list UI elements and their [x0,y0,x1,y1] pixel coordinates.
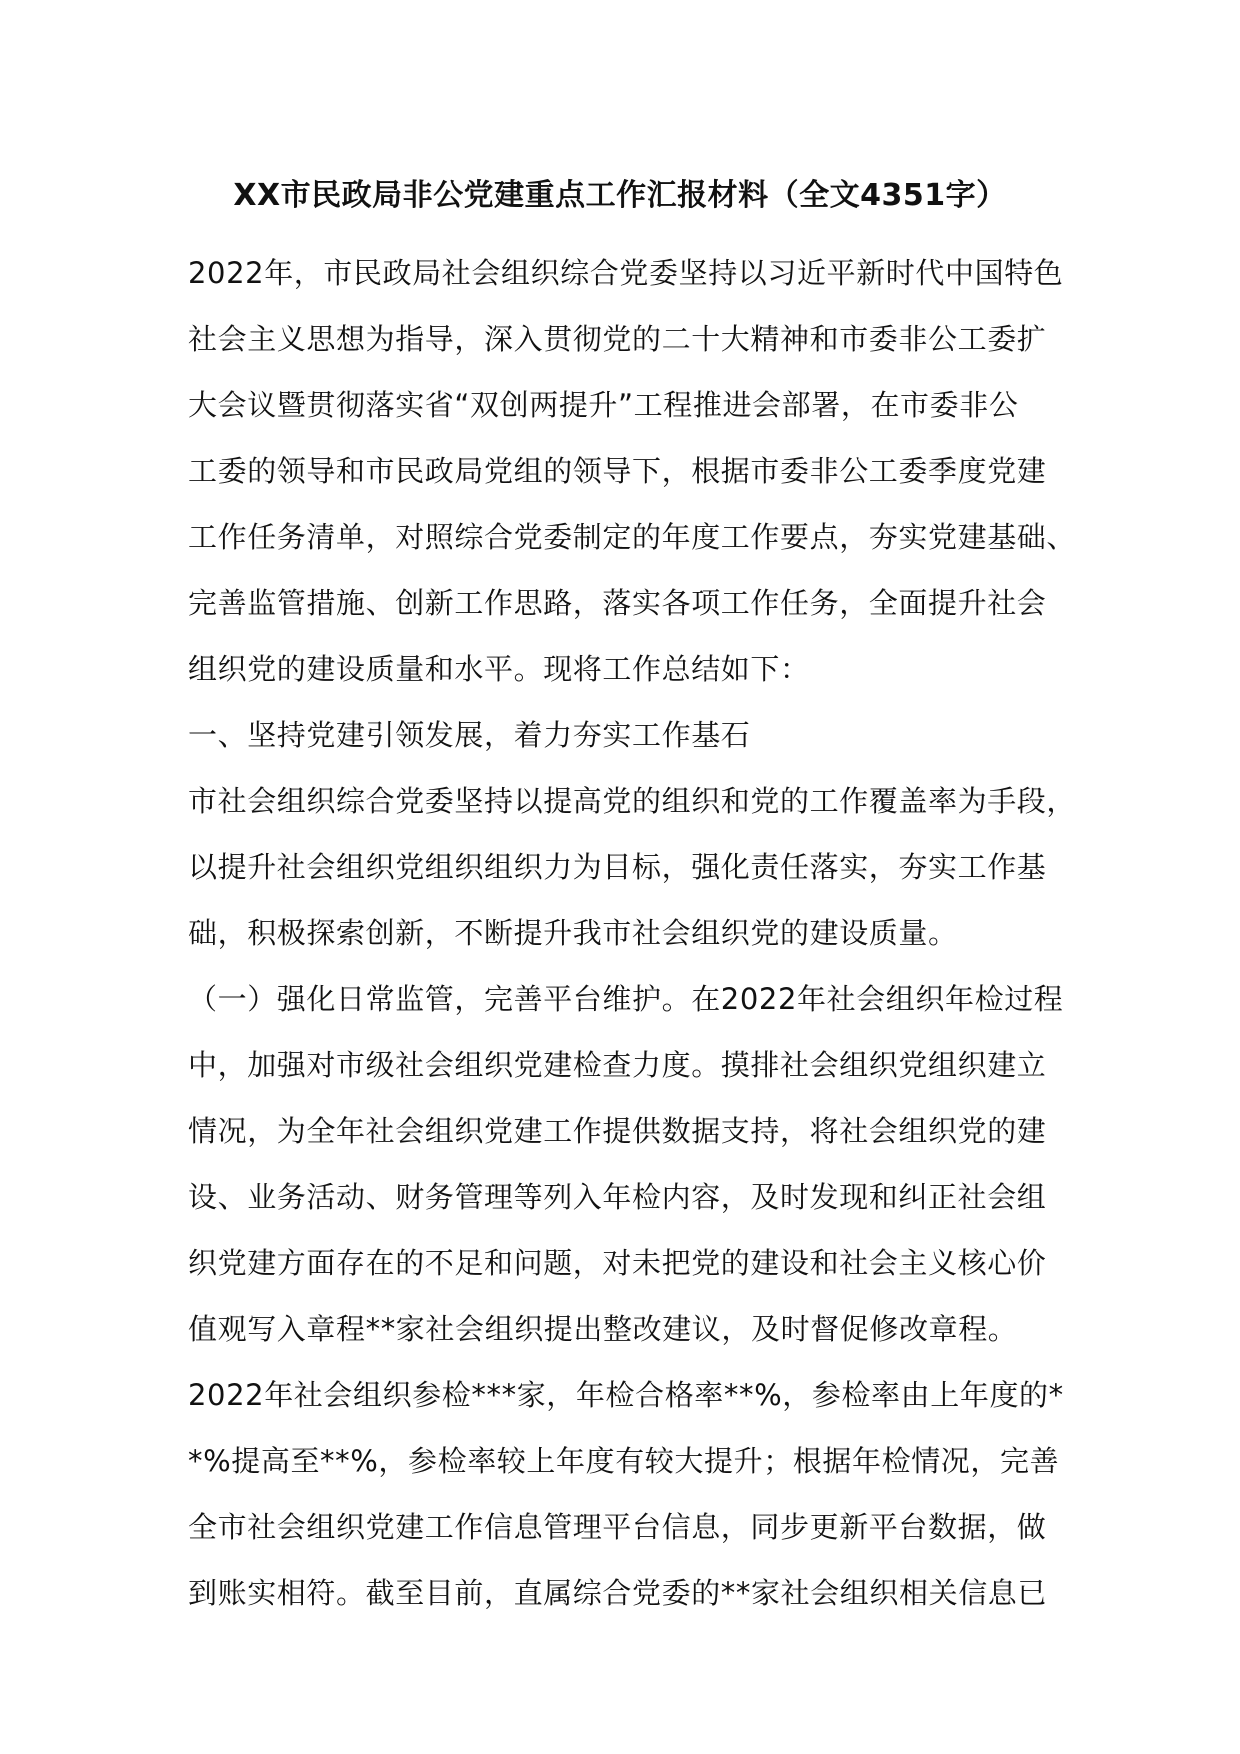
body-line: 市社会组织综合党委坚持以提高党的组织和党的工作覆盖率为手段， [188,784,1077,818]
body-line: 2022年社会组织参检***家，年检合格率**%，参检率由上年度的* [188,1378,1064,1412]
body-line: 全市社会组织党建工作信息管理平台信息，同步更新平台数据，做 [188,1510,1047,1544]
body-line: 值观写入章程**家社会组织提出整改建议，及时督促修改章程。 [188,1312,1018,1346]
body-line: 础，积极探索创新，不断提升我市社会组织党的建设质量。 [188,916,958,950]
body-line: 社会主义思想为指导，深入贯彻党的二十大精神和市委非公工委扩 [188,322,1047,356]
document-title: XX市民政局非公党建重点工作汇报材料（全文4351字） [233,178,1007,213]
body-line: 工作任务清单，对照综合党委制定的年度工作要点，夯实党建基础、 [188,520,1077,554]
body-line: 完善监管措施、创新工作思路，落实各项工作任务，全面提升社会 [188,586,1047,620]
body-line: 以提升社会组织党组织组织力为目标，强化责任落实，夯实工作基 [188,850,1047,884]
subsection-line: （一）强化日常监管，完善平台维护。在2022年社会组织年检过程 [188,982,1064,1016]
body-line: *%提高至**%，参检率较上年度有较大提升；根据年检情况，完善 [188,1444,1060,1478]
body-line: 设、业务活动、财务管理等列入年检内容，及时发现和纠正社会组 [188,1180,1047,1214]
body-line: 中，加强对市级社会组织党建检查力度。摸排社会组织党组织建立 [188,1048,1047,1082]
document-body [188,240,1088,1626]
body-line: 到账实相符。截至目前，直属综合党委的**家社会组织相关信息已 [188,1576,1048,1610]
body-line: 2022年，市民政局社会组织综合党委坚持以习近平新时代中国特色 [188,256,1064,290]
body-line: 工委的领导和市民政局党组的领导下，根据市委非公工委季度党建 [188,454,1047,488]
body-line: 组织党的建设质量和水平。现将工作总结如下： [188,652,810,686]
body-line: 织党建方面存在的不足和问题，对未把党的建设和社会主义核心价 [188,1246,1047,1280]
body-line: 大会议暨贯彻落实省“双创两提升”工程推进会部署，在市委非公 [188,388,1019,422]
body-line: 情况，为全年社会组织党建工作提供数据支持，将社会组织党的建 [188,1114,1047,1148]
section-heading: 一、坚持党建引领发展，着力夯实工作基石 [188,718,751,752]
